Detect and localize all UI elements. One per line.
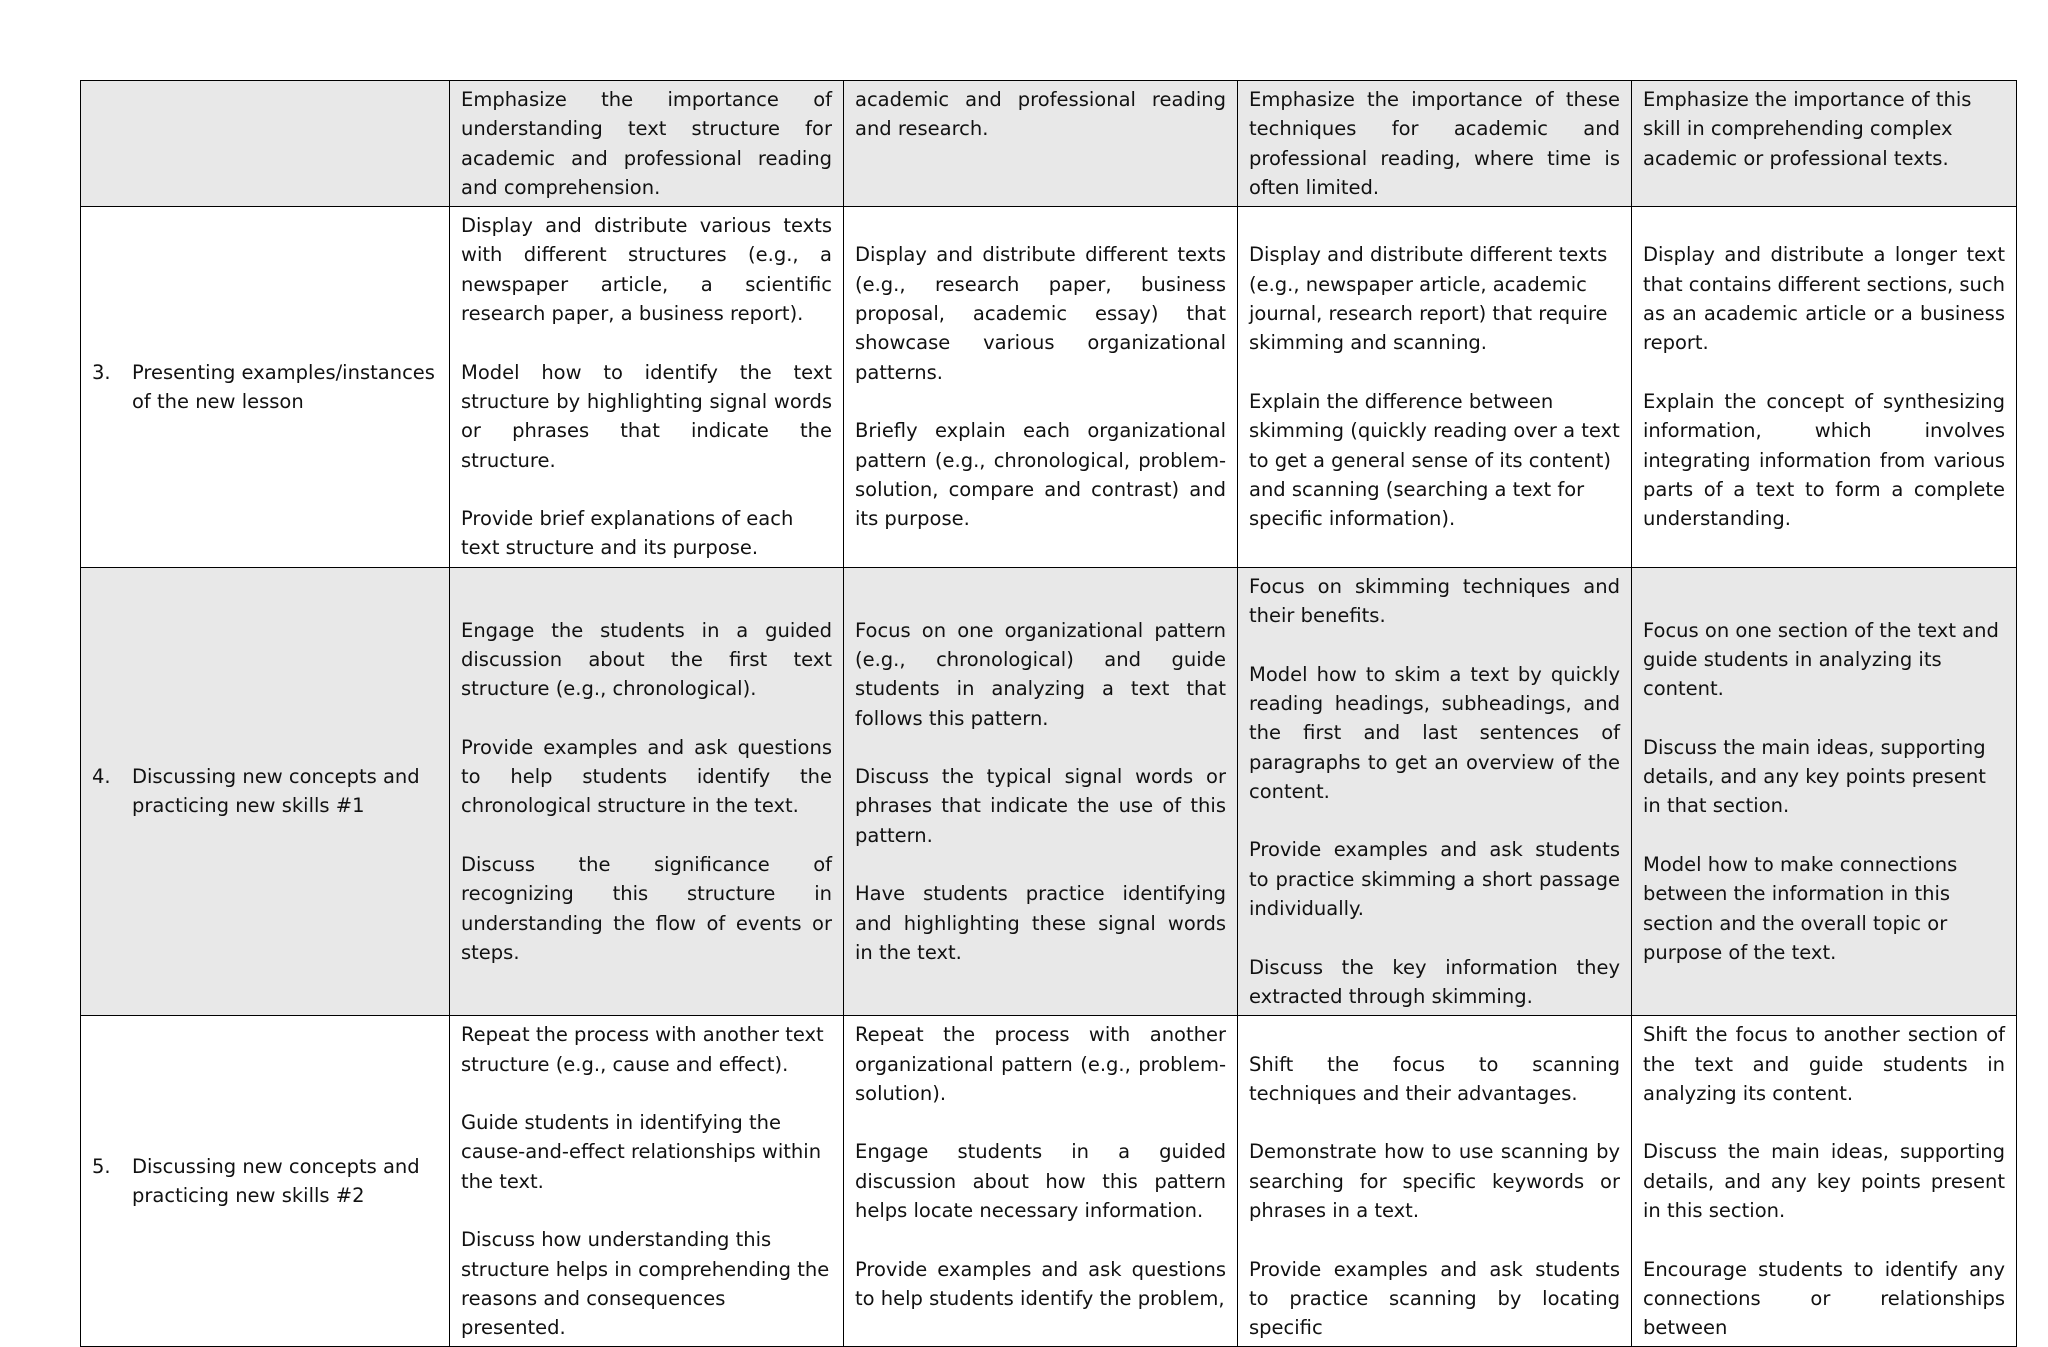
day-cell: [1632, 207, 2017, 568]
procedure-label: Discussing new concepts and practicing new skills #1: [132, 765, 420, 818]
day-cell: [450, 81, 844, 207]
cell-paragraph: Focus on skimming techniques and their benefits.: [1249, 574, 1620, 628]
cell-paragraph: academic and professional reading and research.: [855, 88, 1226, 141]
cell-paragraph: Model how to identify the text structure by highlighting signal words or phrases that indicate the structure.: [461, 360, 832, 472]
cell-paragraph: Shift the focus to another section of the text and guide students in analyzing its content.: [1643, 1023, 2005, 1105]
day-cell: [844, 1016, 1238, 1347]
cell-paragraph: Emphasize the importance of these techniques for academic and professional reading, where time is often limited.: [1249, 88, 1620, 199]
cell-paragraph: Have students practice identifying and highlighting these signal words in the text.: [855, 882, 1226, 964]
cell-paragraph: Discuss the typical signal words or phrases that indicate the use of this pattern.: [855, 765, 1226, 847]
cell-paragraph: Explain the difference between skimming (quickly reading over a text to get a general sense of its content) and scanning (searching a text for specific information).: [1249, 389, 1620, 531]
procedure-number: 5.: [92, 1155, 111, 1179]
cell-paragraph: Emphasize the importance of understanding text structure for academic and professional reading and comprehension.: [461, 88, 832, 199]
cell-paragraph: Provide examples and ask students to practice skimming a short passage individually.: [1249, 838, 1620, 921]
procedure-label: Discussing new concepts and practicing new skills #2: [132, 1155, 420, 1208]
cell-paragraph: Explain the concept of synthesizing information, which involves integrating information from various parts of a text to form a complete understanding.: [1643, 389, 2005, 531]
day-cell: [450, 567, 844, 1015]
procedure-cell: [81, 81, 450, 207]
cell-paragraph: Provide examples and ask questions to help students identify the problem,: [855, 1257, 1226, 1310]
cell-paragraph: Shift the focus to scanning techniques and their advantages.: [1249, 1052, 1620, 1105]
procedure-cell: [81, 1016, 450, 1347]
day-cell: [844, 81, 1238, 207]
cell-paragraph: Model how to skim a text by quickly reading headings, subheadings, and the first and last sentences of paragraphs to get an overview of the content.: [1249, 662, 1620, 803]
table-row: [81, 567, 2017, 1015]
procedure-cell: [81, 567, 450, 1015]
day-cell: [450, 207, 844, 568]
table-row: [81, 81, 2017, 207]
procedure-cell: [81, 207, 450, 568]
cell-paragraph: Encourage students to identify any connections or relationships between: [1643, 1257, 2005, 1340]
day-cell: [1238, 207, 1632, 568]
day-cell: [1238, 81, 1632, 207]
cell-paragraph: Discuss the significance of recognizing this structure in understanding the flow of events or steps.: [461, 853, 832, 964]
cell-paragraph: Discuss the main ideas, supporting details, and any key points present in this section.: [1643, 1140, 2005, 1222]
cell-paragraph: Engage students in a guided discussion about how this pattern helps locate necessary information.: [855, 1140, 1226, 1222]
cell-paragraph: Provide examples and ask questions to help students identify the chronological structure in the text.: [461, 735, 832, 818]
cell-paragraph: Display and distribute various texts with different structures (e.g., a newspaper article, a scientific research paper, a business report).: [461, 214, 832, 326]
day-cell: [1632, 567, 2017, 1015]
day-cell: [1632, 81, 2017, 207]
cell-paragraph: Emphasize the importance of this skill in comprehending complex academic or professional texts.: [1643, 88, 1972, 170]
cell-paragraph: Demonstrate how to use scanning by searching for specific keywords or phrases in a text.: [1249, 1140, 1620, 1222]
table-row: [81, 1016, 2017, 1347]
cell-paragraph: Focus on one organizational pattern (e.g., chronological) and guide students in analyzing a text that follows this pattern.: [855, 618, 1226, 730]
day-cell: [844, 567, 1238, 1015]
cell-paragraph: Display and distribute different texts (e.g., research paper, business proposal, academic essay) that showcase various organizational patterns.: [855, 243, 1226, 384]
cell-paragraph: Repeat the process with another text structure (e.g., cause and effect).: [461, 1023, 824, 1076]
cell-paragraph: Focus on one section of the text and guide students in analyzing its content.: [1643, 618, 1999, 701]
day-cell: [1238, 1016, 1632, 1347]
cell-paragraph: Display and distribute a longer text that contains different sections, such as an academic article or a business report.: [1643, 243, 2005, 355]
table-row: [81, 207, 2017, 568]
cell-paragraph: Provide brief explanations of each text structure and its purpose.: [461, 507, 794, 560]
cell-paragraph: Provide examples and ask students to practice scanning by locating specific: [1249, 1257, 1620, 1340]
lesson-plan-table: [80, 80, 2017, 1347]
cell-paragraph: Engage the students in a guided discussion about the first text structure (e.g., chronological).: [461, 618, 832, 701]
cell-paragraph: Display and distribute different texts (e.g., newspaper article, academic journal, research report) that require skimming and scanning.: [1249, 243, 1608, 355]
cell-paragraph: Model how to make connections between the information in this section and the overall topic or purpose of the text.: [1643, 853, 1958, 964]
cell-paragraph: Discuss how understanding this structure helps in comprehending the reasons and consequences presented.: [461, 1228, 830, 1340]
procedure-number: 4.: [92, 765, 111, 789]
cell-paragraph: Repeat the process with another organizational pattern (e.g., problem-solution).: [855, 1023, 1226, 1105]
day-cell: [1632, 1016, 2017, 1347]
cell-paragraph: Briefly explain each organizational pattern (e.g., chronological, problem-solution, compare and contrast) and its purpose.: [855, 419, 1226, 531]
cell-paragraph: Discuss the key information they extracted through skimming.: [1249, 955, 1620, 1008]
procedure-number: 3.: [92, 360, 111, 384]
procedure-label: Presenting examples/instances of the new lesson: [132, 360, 435, 413]
cell-paragraph: Discuss the main ideas, supporting details, and any key points present in that section.: [1643, 735, 1986, 818]
day-cell: [450, 1016, 844, 1347]
day-cell: [1238, 567, 1632, 1015]
day-cell: [844, 207, 1238, 568]
cell-paragraph: Guide students in identifying the cause-and-effect relationships within the text.: [461, 1111, 822, 1193]
